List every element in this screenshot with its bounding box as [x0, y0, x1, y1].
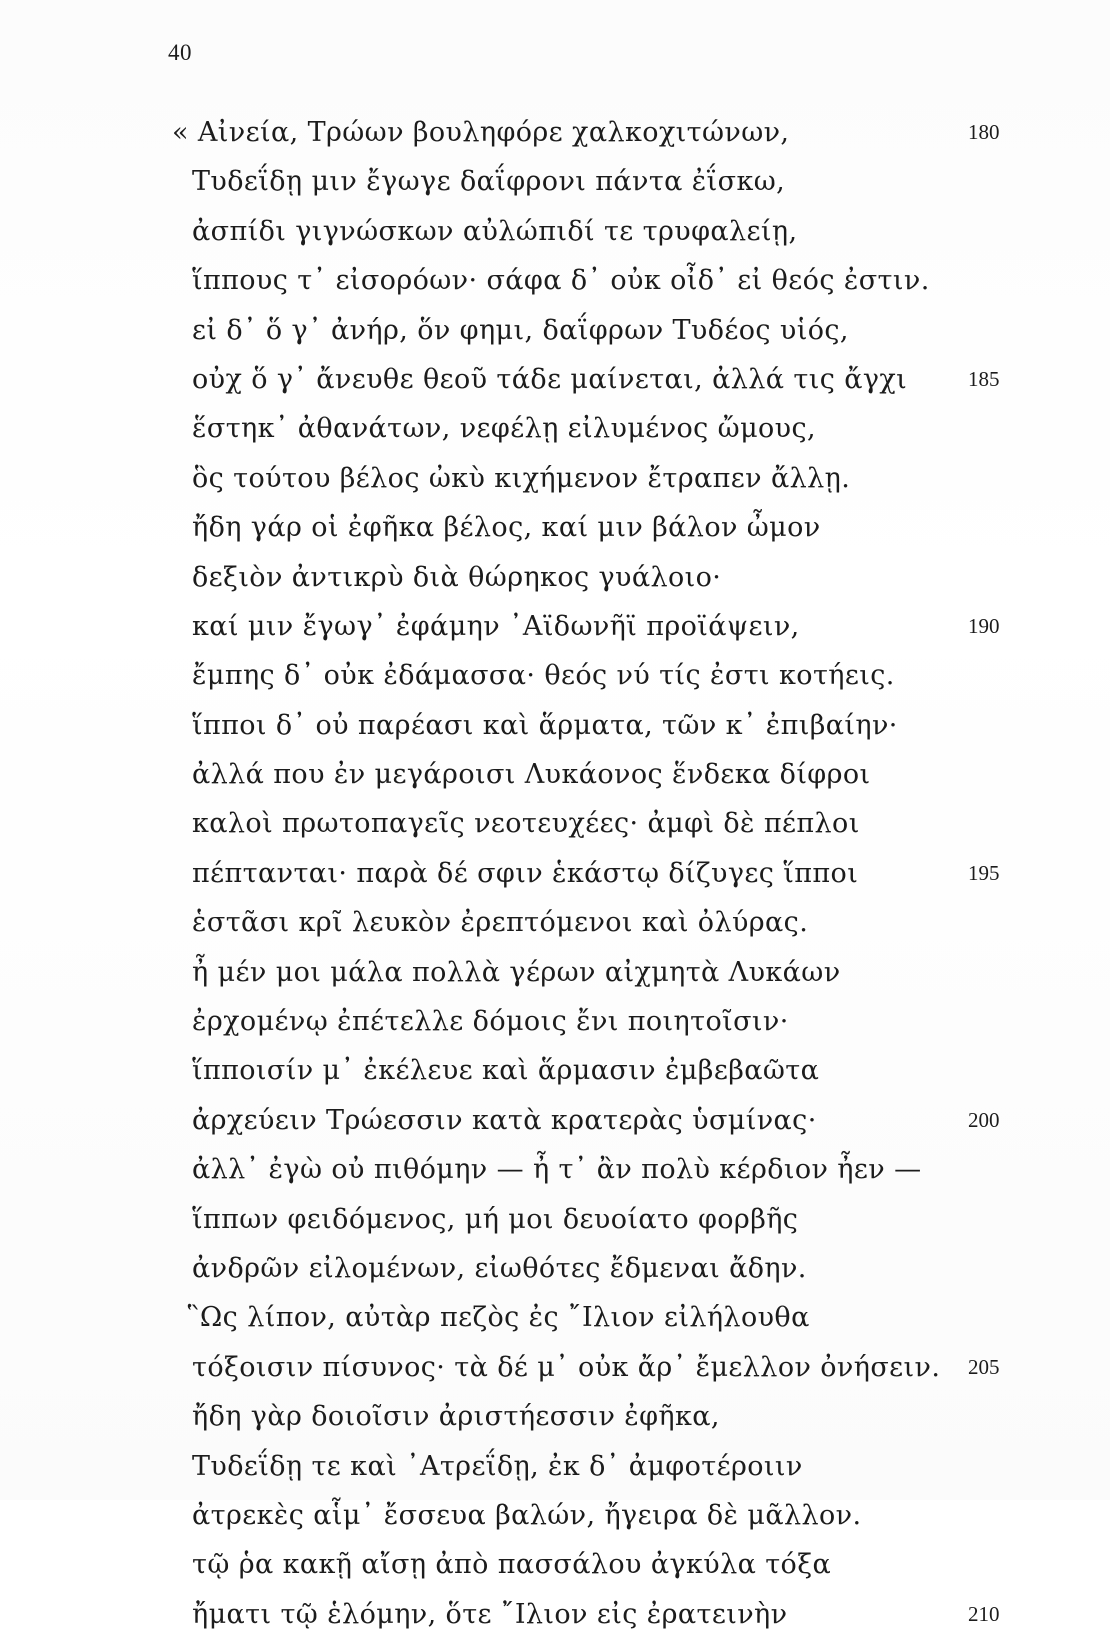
verse-text: Τυδεΐδῃ μιν ἔγωγε δαΐφρονι πάντα ἐΐσκω,	[192, 166, 786, 198]
verse-line	[0, 1491, 1110, 1540]
line-number: 180	[968, 120, 1000, 144]
verse-line	[0, 553, 1110, 602]
verse-line	[0, 256, 1110, 305]
line-number: 190	[968, 613, 1000, 638]
verse-line	[0, 799, 1110, 848]
verse-text: ὃς τούτου βέλος ὠκὺ κιχήμενον ἔτραπεν ἄλλῃ.	[192, 462, 851, 494]
verse-line	[0, 503, 1110, 552]
verse-line	[0, 1392, 1110, 1441]
verse-text: τόξοισιν πίσυνος· τὰ δέ μ᾽ οὐκ ἄρ᾽ ἔμελλον ὀνήσειν.	[192, 1351, 941, 1383]
verse-text: ἀνδρῶν εἰλομένων, εἰωθότες ἔδμεναι ἄδην.	[192, 1252, 807, 1284]
verse-line	[0, 1343, 1110, 1392]
verse-line	[0, 306, 1110, 355]
verse-line	[0, 1540, 1110, 1589]
verse-line	[0, 948, 1110, 997]
line-number: 195	[968, 860, 1000, 885]
verse-text: Τυδεΐδῃ τε καὶ ᾽Ατρεΐδῃ, ἐκ δ᾽ ἀμφοτέροιιν	[192, 1450, 803, 1482]
verse-text: ἀρχεύειν Τρώεσσιν κατὰ κρατερὰς ὑσμίνας·	[192, 1104, 817, 1136]
verse-line	[0, 602, 1110, 651]
poem-text	[0, 108, 1110, 1639]
verse-text: ἕστηκ᾽ ἀθανάτων, νεφέλῃ εἰλυμένος ὤμους,	[192, 413, 817, 445]
verse-text: ἀσπίδι γιγνώσκων αὐλώπιδί τε τρυφαλείῃ,	[192, 215, 798, 247]
verse-line	[0, 1145, 1110, 1194]
verse-line	[0, 701, 1110, 750]
verse-text: « Αἰνεία, Τρώων βουληφόρε χαλκοχιτώνων,	[172, 117, 790, 148]
verse-text: ἤδη γάρ οἱ ἐφῆκα βέλος, καί μιν βάλον ὦμον	[192, 512, 821, 544]
verse-line	[0, 1046, 1110, 1095]
verse-text: ἦ μέν μοι μάλα πολλὰ γέρων αἰχμητὰ Λυκάων	[192, 956, 841, 988]
verse-line	[0, 108, 1110, 157]
verse-text: ἵπποι δ᾽ οὐ παρέασι καὶ ἅρματα, τῶν κ᾽ ἐπιβαίην·	[192, 709, 898, 741]
verse-line	[0, 1096, 1110, 1145]
verse-line	[0, 750, 1110, 799]
verse-line	[0, 997, 1110, 1046]
line-number: 185	[968, 366, 1000, 391]
verse-text: ἵππους τ᾽ εἰσορόων· σάφα δ᾽ οὐκ οἶδ᾽ εἰ θεός ἐστιν.	[192, 265, 930, 297]
verse-line	[0, 355, 1110, 404]
verse-line	[0, 207, 1110, 256]
verse-line	[0, 1244, 1110, 1293]
verse-text: ἤδη γὰρ δοιοῖσιν ἀριστήεσσιν ἐφῆκα,	[192, 1401, 720, 1433]
verse-line	[0, 1442, 1110, 1491]
verse-text: ἤματι τῷ ἑλόμην, ὅτε ῎Ιλιον εἰς ἐρατεινὴν	[192, 1598, 788, 1630]
line-number: 200	[968, 1107, 1000, 1132]
verse-text: δεξιὸν ἀντικρὺ διὰ θώρηκος γυάλοιο·	[192, 561, 722, 593]
verse-text: ἀλλ᾽ ἐγὼ οὐ πιθόμην — ἦ τ᾽ ἂν πολὺ κέρδιον ἦεν —	[192, 1154, 922, 1186]
line-number: 210	[968, 1601, 1000, 1626]
verse-text: τῷ ῥα κακῇ αἴσῃ ἀπὸ πασσάλου ἀγκύλα τόξα	[192, 1549, 832, 1581]
verse-text: εἰ δ᾽ ὅ γ᾽ ἀνήρ, ὅν φημι, δαΐφρων Τυδέος υἱός,	[192, 314, 849, 346]
verse-text: ἀλλά που ἐν μεγάροισι Λυκάονος ἕνδεκα δίφροι	[192, 759, 871, 791]
verse-line	[0, 1590, 1110, 1639]
verse-text: ἀτρεκὲς αἷμ᾽ ἔσσευα βαλών, ἤγειρα δὲ μᾶλλον.	[192, 1499, 862, 1531]
verse-text: ἵππων φειδόμενος, μή μοι δευοίατο φορβῆς	[192, 1203, 799, 1235]
verse-text: ῝Ως λίπον, αὐτὰρ πεζὸς ἐς ῎Ιλιον εἰλήλουθα	[186, 1302, 810, 1334]
verse-line	[0, 404, 1110, 453]
line-number: 205	[968, 1354, 1000, 1379]
verse-text: ἑστᾶσι κρῖ λευκὸν ἐρεπτόμενοι καὶ ὀλύρας.	[192, 907, 809, 939]
verse-line	[0, 898, 1110, 947]
verse-line	[0, 1195, 1110, 1244]
verse-text: ἔμπης δ᾽ οὐκ ἐδάμασσα· θεός νύ τίς ἐστι κοτήεις.	[192, 660, 895, 692]
page-number: 40	[168, 40, 192, 65]
verse-text: οὐχ ὅ γ᾽ ἄνευθε θεοῦ τάδε μαίνεται, ἀλλά τις ἄγχι	[192, 363, 908, 395]
verse-text: ἵπποισίν μ᾽ ἐκέλευε καὶ ἅρμασιν ἐμβεβαῶτα	[192, 1055, 820, 1087]
verse-line	[0, 454, 1110, 503]
verse-text: ἐρχομένῳ ἐπέτελλε δόμοις ἔνι ποιητοῖσιν·	[192, 1006, 789, 1038]
verse-line	[0, 849, 1110, 898]
verse-text: καί μιν ἔγωγ᾽ ἐφάμην ᾽Αϊδωνῆϊ προϊάψειν,	[192, 610, 800, 642]
verse-line	[0, 651, 1110, 700]
verse-line	[0, 157, 1110, 206]
verse-text: πέπτανται· παρὰ δέ σφιν ἑκάστῳ δίζυγες ἵπποι	[192, 857, 859, 889]
verse-text: καλοὶ πρωτοπαγεῖς νεοτευχέες· ἀμφὶ δὲ πέπλοι	[192, 808, 860, 840]
verse-line	[0, 1293, 1110, 1342]
